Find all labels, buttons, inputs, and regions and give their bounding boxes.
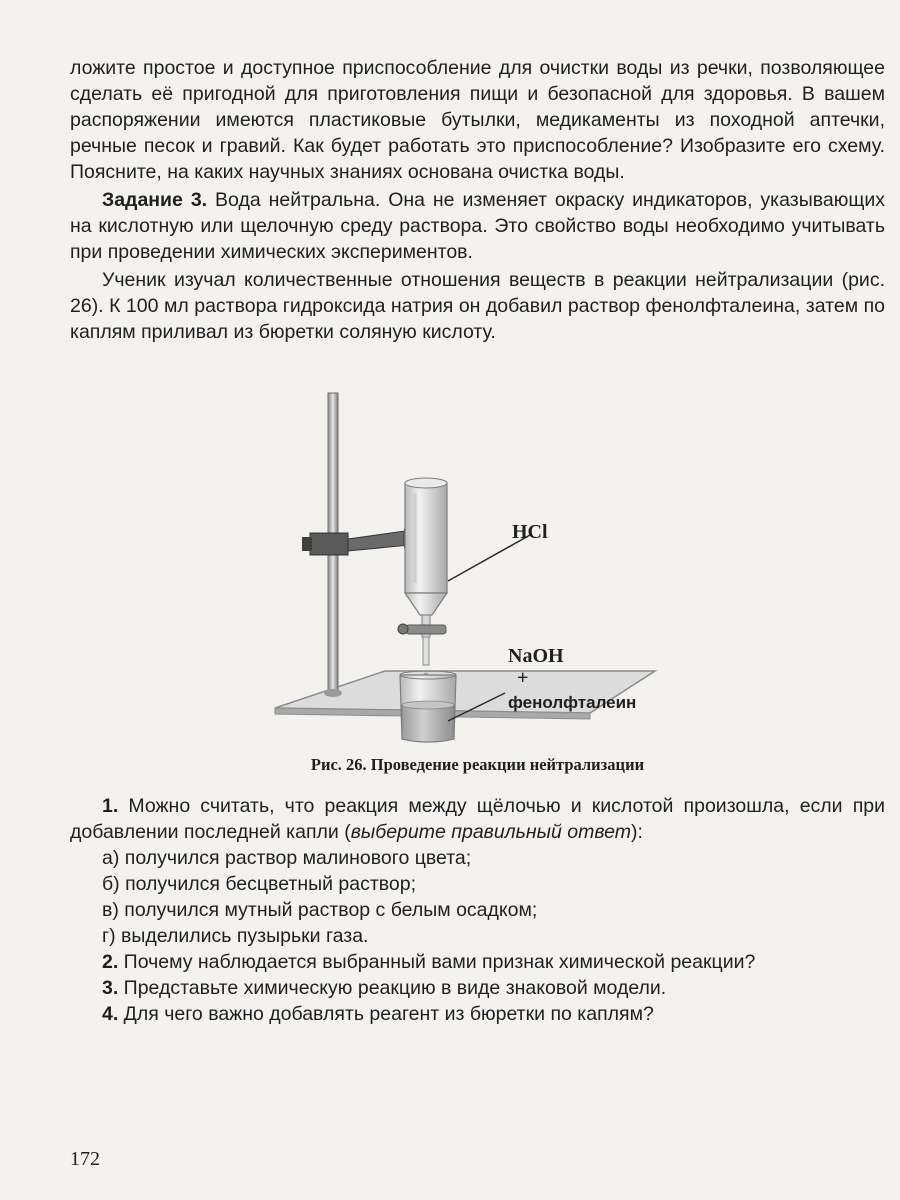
experiment-paragraph: Ученик изучал количественные отношения веществ в реакции нейтрализации (рис. 26). К 100 мл раствора гидроксида натрия он добавил раствор фенолфталеина, затем по каплям приливал из бюретки соляную кислоту. bbox=[70, 269, 885, 343]
answer-option-d: г) выделились пузырьки газа. bbox=[102, 925, 369, 947]
titration-setup-illustration bbox=[70, 353, 885, 753]
task3-text: Вода нейтральна. Она не изменяет окраску индикаторов, указывающих на кислотную или щелочную среду раствора. Это свойство воды необходимо учитывать при проведении химических экспериментов. bbox=[70, 189, 886, 263]
question-1-number: 1. bbox=[102, 795, 119, 817]
page-number: 172 bbox=[70, 1148, 100, 1170]
question-1-hint: выберите правильный ответ bbox=[350, 821, 631, 843]
burette bbox=[405, 483, 447, 593]
beaker-solution bbox=[402, 705, 454, 742]
label-hcl: HCl bbox=[512, 521, 548, 543]
question-4: 4. Для чего важно добавлять реагент из бюретки по каплям? bbox=[102, 1003, 654, 1025]
question-2: 2. Почему наблюдается выбранный вами признак химической реакции? bbox=[102, 951, 756, 973]
intro-paragraph: ложите простое и доступное приспособление для очистки воды из речки, позволяющее сделать её пригодной для приготовления пищи и безопасной для здоровья. В вашем распоряжении имеются пластиковые бутылки, медикаменты из походной аптечки, речные песок и гравий. Как будет работать это приспособление? Изобразите его схему. Поясните, на каких научных знаниях основана очистка воды. bbox=[70, 57, 885, 183]
question-3: 3. Представьте химическую реакцию в виде знаковой модели. bbox=[102, 977, 667, 999]
answer-option-b: б) получился бесцветный раствор; bbox=[102, 873, 417, 895]
clamp-arm bbox=[348, 531, 410, 551]
label-naoh: NaOH bbox=[508, 645, 564, 667]
stopcock bbox=[406, 625, 446, 634]
figure-caption: Рис. 26. Проведение реакции нейтрализации bbox=[310, 755, 645, 774]
clamp-boss bbox=[310, 533, 348, 555]
label-plus: + bbox=[517, 667, 529, 689]
answer-option-a: а) получился раствор малинового цвета; bbox=[102, 847, 472, 869]
textbook-page bbox=[70, 55, 885, 1027]
figure-26 bbox=[70, 353, 885, 793]
answer-options bbox=[70, 845, 885, 949]
task3-label: Задание 3. bbox=[102, 189, 208, 211]
task3-paragraph bbox=[70, 187, 885, 265]
label-phenolphthalein: фенолфталеин bbox=[508, 693, 637, 712]
question-1: 1. Можно считать, что реакция между щёлочью и кислотой произошла, если при добавлении последней капли (выберите правильный ответ): bbox=[70, 795, 885, 843]
answer-option-c: в) получился мутный раствор с белым осадком; bbox=[102, 899, 538, 921]
